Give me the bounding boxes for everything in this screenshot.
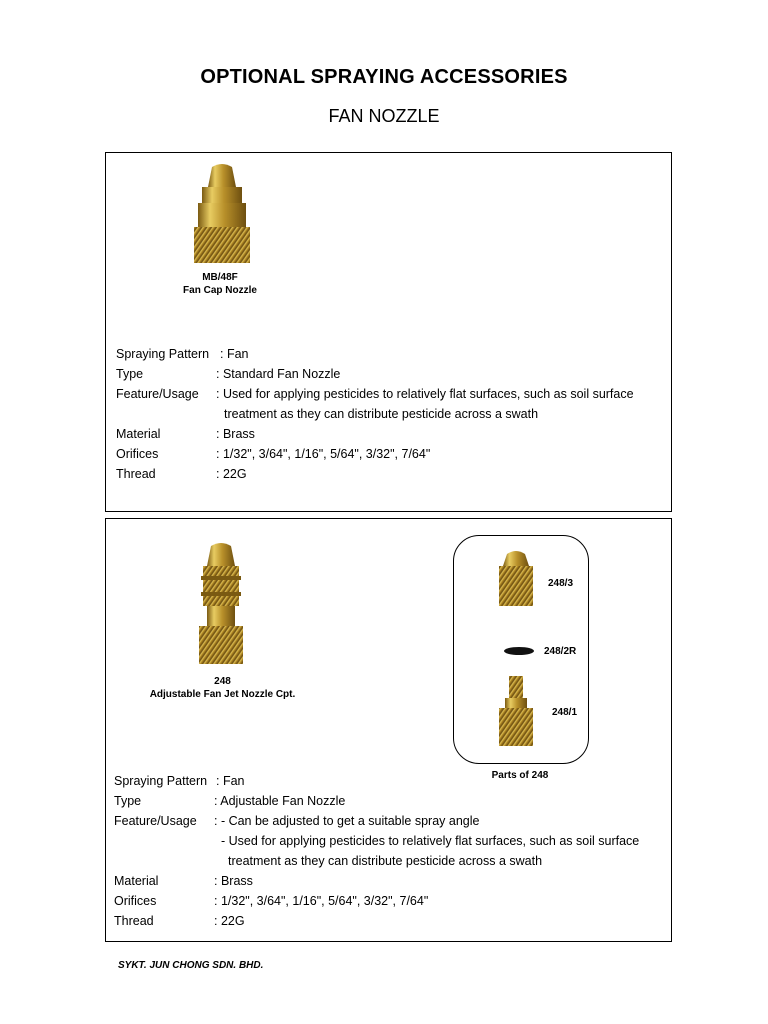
product2-caption	[140, 675, 305, 701]
product1-caption	[160, 271, 280, 297]
spec-row: Orifices : 1/32", 3/64", 1/16", 5/64", 3/32", 7/64"	[114, 894, 429, 908]
part-248-2r-image	[503, 646, 535, 656]
product1-code: MB/48F	[202, 272, 238, 283]
part-label-248-2r: 248/2R	[544, 646, 577, 657]
spec-row: Feature/Usage : - Can be adjusted to get a suitable spray angle	[114, 814, 480, 828]
adjustable-fan-jet-nozzle-image	[195, 542, 247, 668]
product2-name: Adjustable Fan Jet Nozzle Cpt.	[149, 689, 296, 700]
part-label-248-1: 248/1	[552, 707, 578, 718]
part-248-1-image	[497, 676, 535, 748]
product1-specs	[116, 344, 656, 484]
spec-row: Thread : 22G	[116, 467, 247, 481]
spec-row: Material : Brass	[116, 427, 255, 441]
spec-row: Thread : 22G	[114, 914, 245, 928]
part-248-3-image	[497, 550, 535, 610]
product2-code: 248	[214, 676, 231, 687]
page-subtitle: FAN NOZZLE	[328, 106, 440, 126]
product1-name: Fan Cap Nozzle	[183, 285, 257, 296]
spec-row: Orifices : 1/32", 3/64", 1/16", 5/64", 3/32", 7/64"	[116, 447, 431, 461]
parts-caption: Parts of 248	[491, 770, 549, 781]
product2-specs	[114, 771, 659, 931]
spec-row: - Used for applying pesticides to relatively flat surfaces, such as soil surface	[221, 834, 640, 848]
page-title: OPTIONAL SPRAYING ACCESSORIES	[200, 66, 568, 88]
part-label-248-3: 248/3	[548, 578, 574, 589]
spec-row: Spraying Pattern : Fan	[114, 774, 245, 788]
company-footer: SYKT. JUN CHONG SDN. BHD.	[118, 960, 264, 971]
spec-row: Type : Adjustable Fan Nozzle	[114, 794, 346, 808]
spec-row: Type : Standard Fan Nozzle	[116, 367, 341, 381]
spec-row: Material : Brass	[114, 874, 253, 888]
spec-row: treatment as they can distribute pesticide across a swath	[224, 407, 539, 421]
spec-row: Spraying Pattern : Fan	[116, 347, 249, 361]
fan-cap-nozzle-image	[188, 163, 256, 268]
spec-row: Feature/Usage : Used for applying pesticides to relatively flat surfaces, such as soil surface	[116, 387, 634, 401]
spec-row: treatment as they can distribute pesticide across a swath	[228, 854, 543, 868]
